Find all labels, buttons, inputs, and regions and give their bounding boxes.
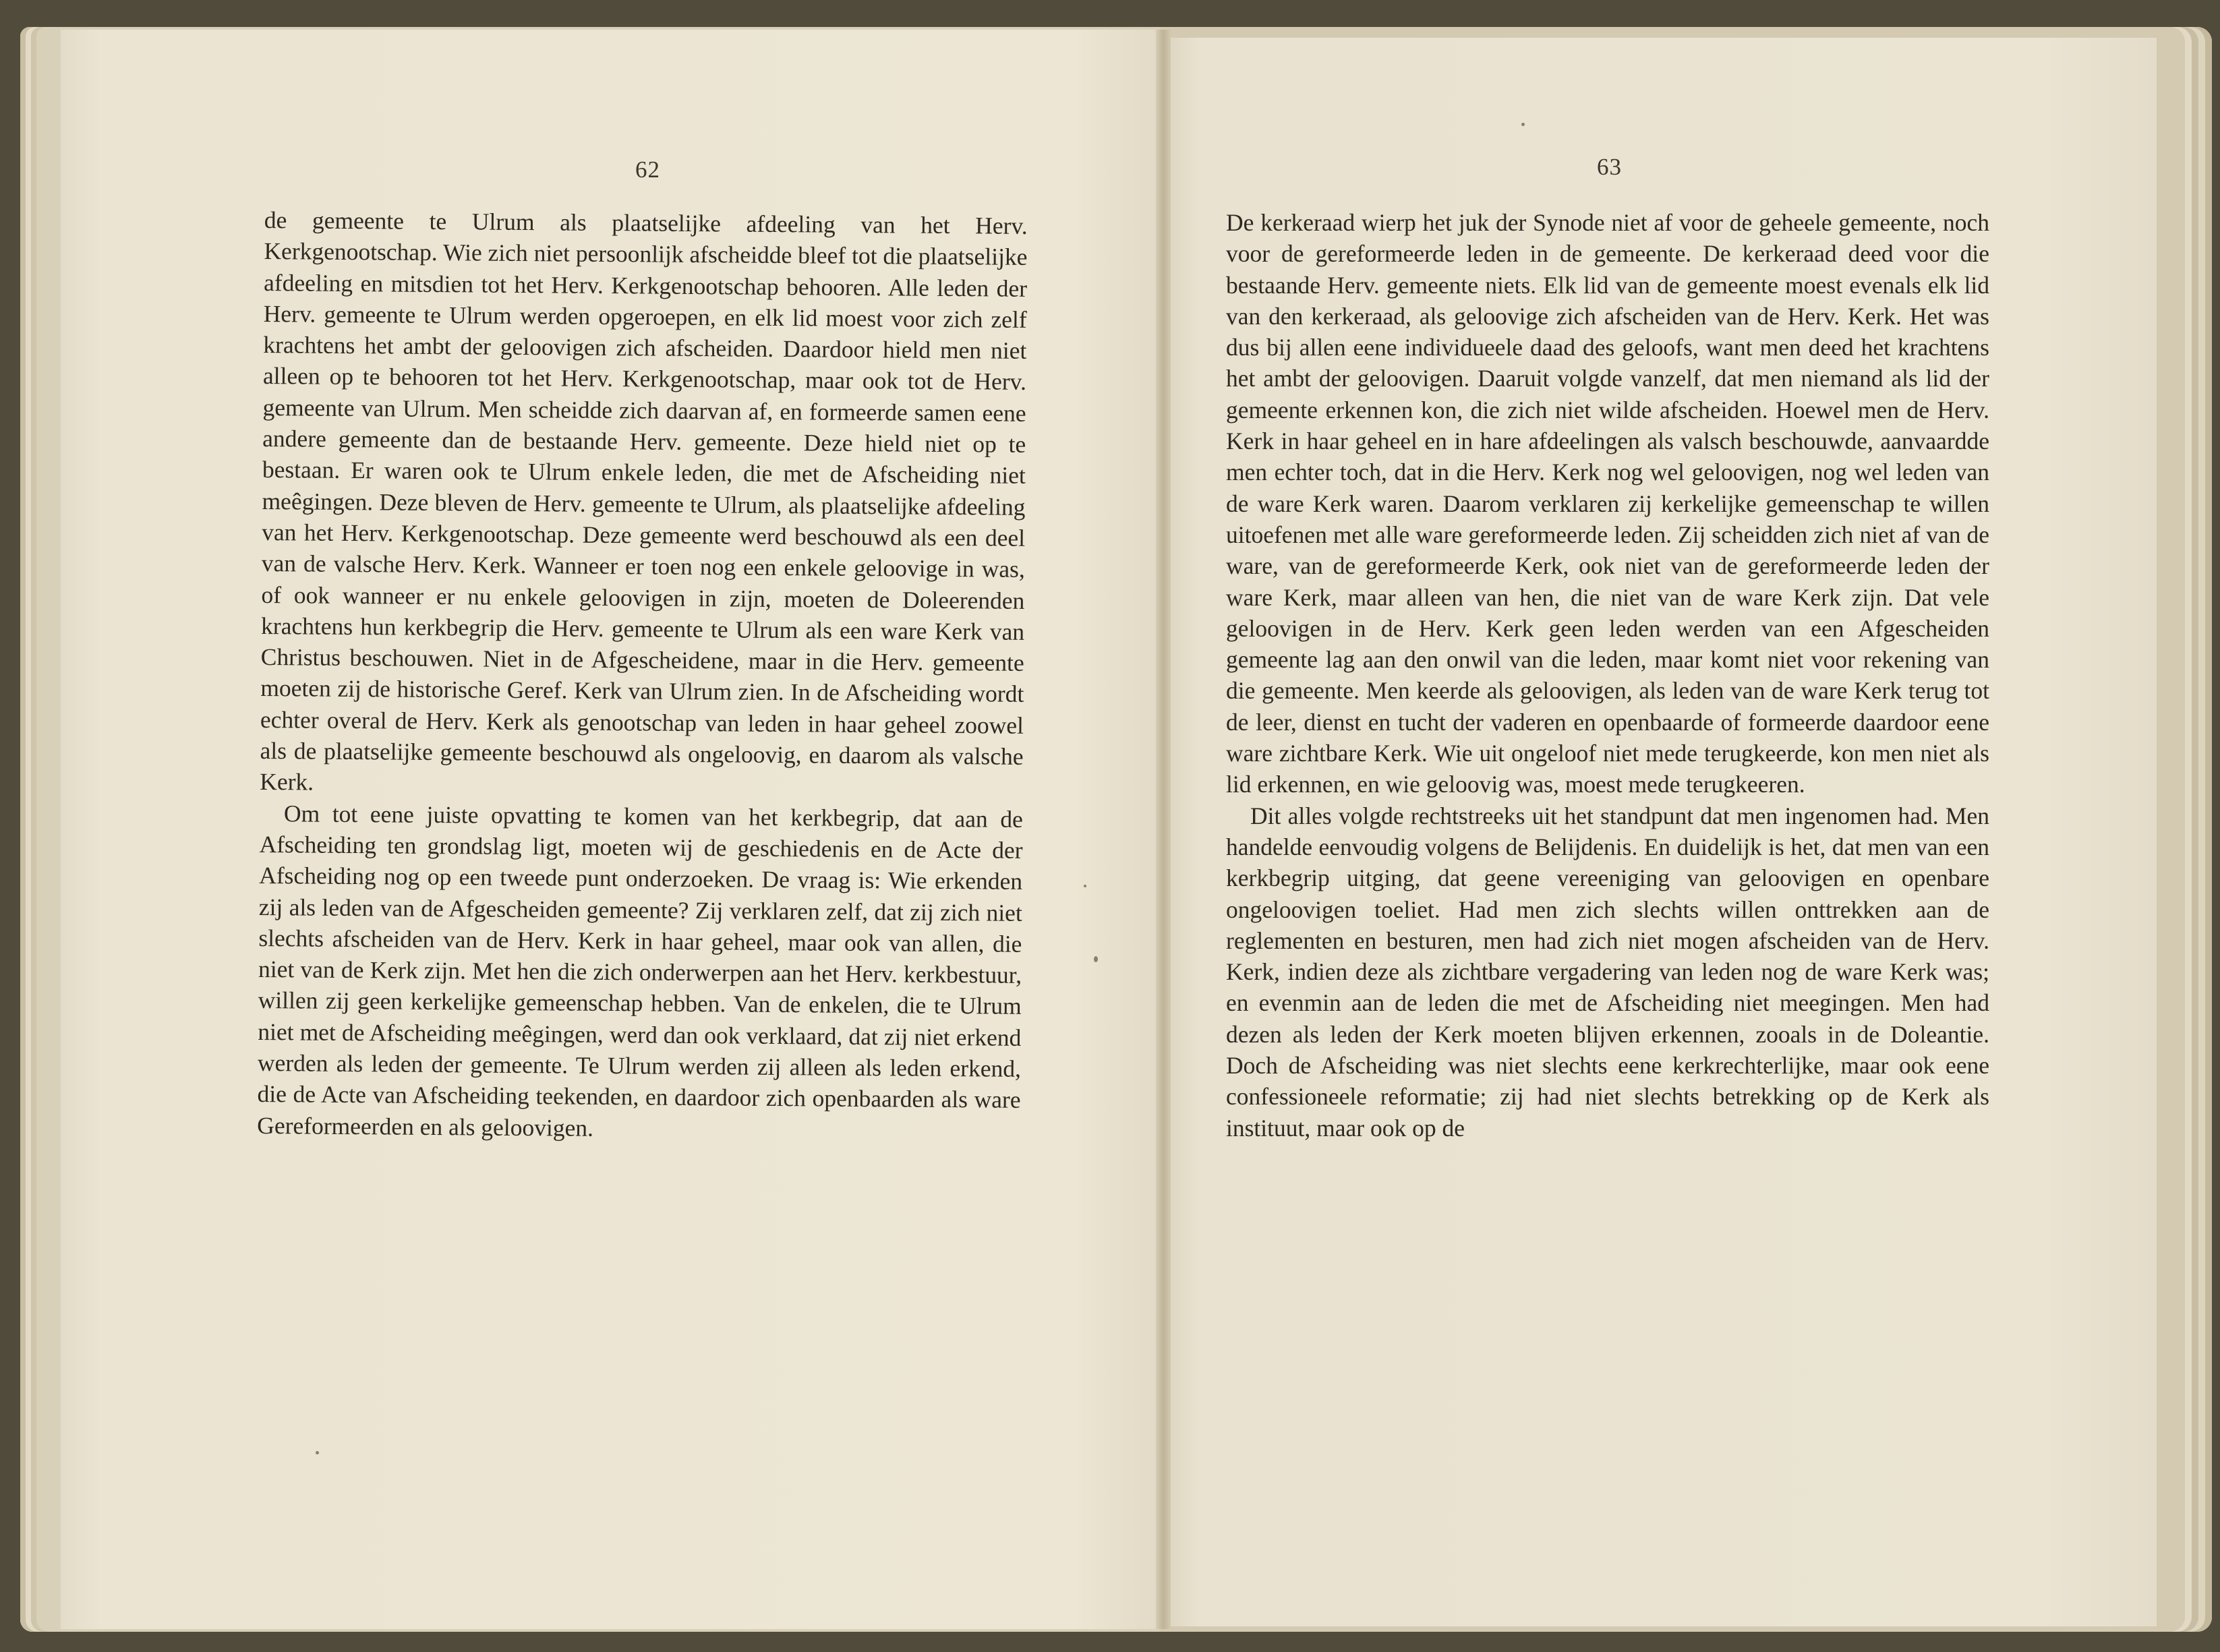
right-paragraph-2: Dit alles volgde rechtstreeks uit het standpunt dat men ingenomen had. Men handelde eenvoudig volgens de Belijdenis. En duidelijk is het, dat men van een kerkbegrip uitging, dat geene vereeniging van geloovigen en openbare ongeloovigen toeliet. Had men zich slechts willen onttrekken aan de reglementen en besturen, men had zich niet mogen afscheiden van de Herv. Kerk, indien deze als zichtbare vergadering van leden nog de ware Kerk was; en evenmin aan de leden die met de Afscheiding niet meegingen. Men had dezen als leden der Kerk moeten blijven erkennen, zooals in de Doleantie. Doch de Afscheiding was niet slechts eene kerkrechterlijke, maar ook eene confessioneele reformatie; zij had niet slechts betrekking op de Kerk als instituut, maar ook op de: [1226, 802, 1989, 1142]
left-page-number: 62: [635, 156, 660, 183]
paper-speck: [316, 1451, 319, 1454]
left-page-text: [257, 204, 1028, 1147]
paper-speck: [1521, 123, 1525, 126]
left-paragraph-2: Om tot eene juiste opvatting te komen van het kerkbegrip, dat aan de Afscheiding ten grondslag ligt, moeten wij de geschiedenis en de Acte der Afscheiding nog op een tweede punt onderzoeken. De vraag is: Wie erkenden zij als leden van de Afgescheiden gemeente? Zij verklaren zelf, dat zij zich niet slechts afscheiden van de Herv. Kerk in haar geheel, maar ook van allen, die niet van de Kerk zijn. Met hen die zich onderwerpen aan het Herv. kerkbestuur, willen zij geen kerkelijke gemeenschap hebben. Van de enkelen, die te Ulrum niet met de Afscheiding meêgingen, werd dan ook verklaard, dat zij niet erkend werden als leden der gemeente. Te Ulrum werden zij alleen als leden erkend, die de Acte van Afscheiding teekenden, en daardoor zich openbaarden als ware Gereformeerden en als geloovigen.: [257, 799, 1024, 1142]
paper-speck: [1084, 885, 1086, 887]
book-gutter: [1156, 30, 1171, 1629]
left-paragraph-1: de gemeente te Ulrum als plaatselijke afdeeling van het Herv. Kerkgenootschap. Wie zich niet persoonlijk afscheidde bleef tot die plaatselijke afdeeling en mitsdien tot het Herv. Kerkgenootschap behooren. Alle leden der Herv. gemeente te Ulrum werden opgeroepen, en elk lid moest voor zich zelf krachtens het ambt der geloovigen zich afscheiden. Daardoor hield men niet alleen op te behooren tot het Herv. Kerkgenootschap, maar ook tot de Herv. gemeente van Ulrum. Men scheidde zich daarvan af, en formeerde samen eene andere gemeente dan de bestaande Herv. gemeente. Deze hield niet op te bestaan. Er waren ook te Ulrum enkele leden, die met de Afscheiding niet meêgingen. Deze bleven de Herv. gemeente te Ulrum, als plaatselijke afdeeling van het Herv. Kerkgenootschap. Deze gemeente werd beschouwd als een deel van de valsche Herv. Kerk. Wanneer er toen nog een enkele geloovige in was, of ook wanneer er nu enkele geloovigen in zijn, moeten de Doleerenden krachtens hun kerkbegrip die Herv. gemeente te Ulrum als een ware Kerk van Christus beschouwen. Niet in de Afgescheidene, maar in die Herv. gemeente moeten zij de historische Geref. Kerk van Ulrum zien. In de Afscheiding wordt echter overal de Herv. Kerk als genootschap van leden in haar geheel zoowel als de plaatselijke gemeente beschouwd als ongeloovig, en daarom als valsche Kerk.: [260, 206, 1028, 796]
right-page-text: [1226, 207, 1989, 1144]
right-paragraph-1: De kerkeraad wierp het juk der Synode niet af voor de geheele gemeente, noch voor de gereformeerde leden in de gemeente. De kerkeraad deed voor die bestaande Herv. gemeente niets. Elk lid van de gemeente moest evenals elk lid van den kerkeraad, als geloovige zich afscheiden van de Herv. Kerk. Het was dus bij allen eene individueele daad des geloofs, want men deed het krachtens het ambt der geloovigen. Daaruit volgde vanzelf, dat men niemand als lid der gemeente erkennen kon, die zich niet wilde afscheiden. Hoewel men de Herv. Kerk in haar geheel en in hare afdeelingen als valsch beschouwde, aanvaardde men echter toch, dat in die Herv. Kerk nog wel geloovigen, nog wel leden van de ware Kerk waren. Daarom verklaren zij kerkelijke gemeenschap te willen uitoefenen met alle ware gereformeerde leden. Zij scheidden zich niet af van de ware, van de gereformeerde Kerk, ook niet van de gereformeerde leden der ware Kerk, maar alleen van hen, die niet van de ware Kerk zijn. Dat vele geloovigen in de Herv. Kerk geen leden werden van een Afgescheiden gemeente lag aan den onwil van die leden, maar komt niet voor rekening van die gemeente. Men keerde als geloovigen, als leden van de ware Kerk terug tot de leer, dienst en tucht der vaderen en openbaarde of formeerde daardoor eene ware zichtbare Kerk. Wie uit ongeloof niet mede terugkeerde, kon men niet als lid erkennen, en wie geloovig was, moest mede terugkeeren.: [1226, 209, 1989, 798]
paper-speck: [1094, 956, 1098, 962]
right-page-number: 63: [1597, 154, 1622, 180]
